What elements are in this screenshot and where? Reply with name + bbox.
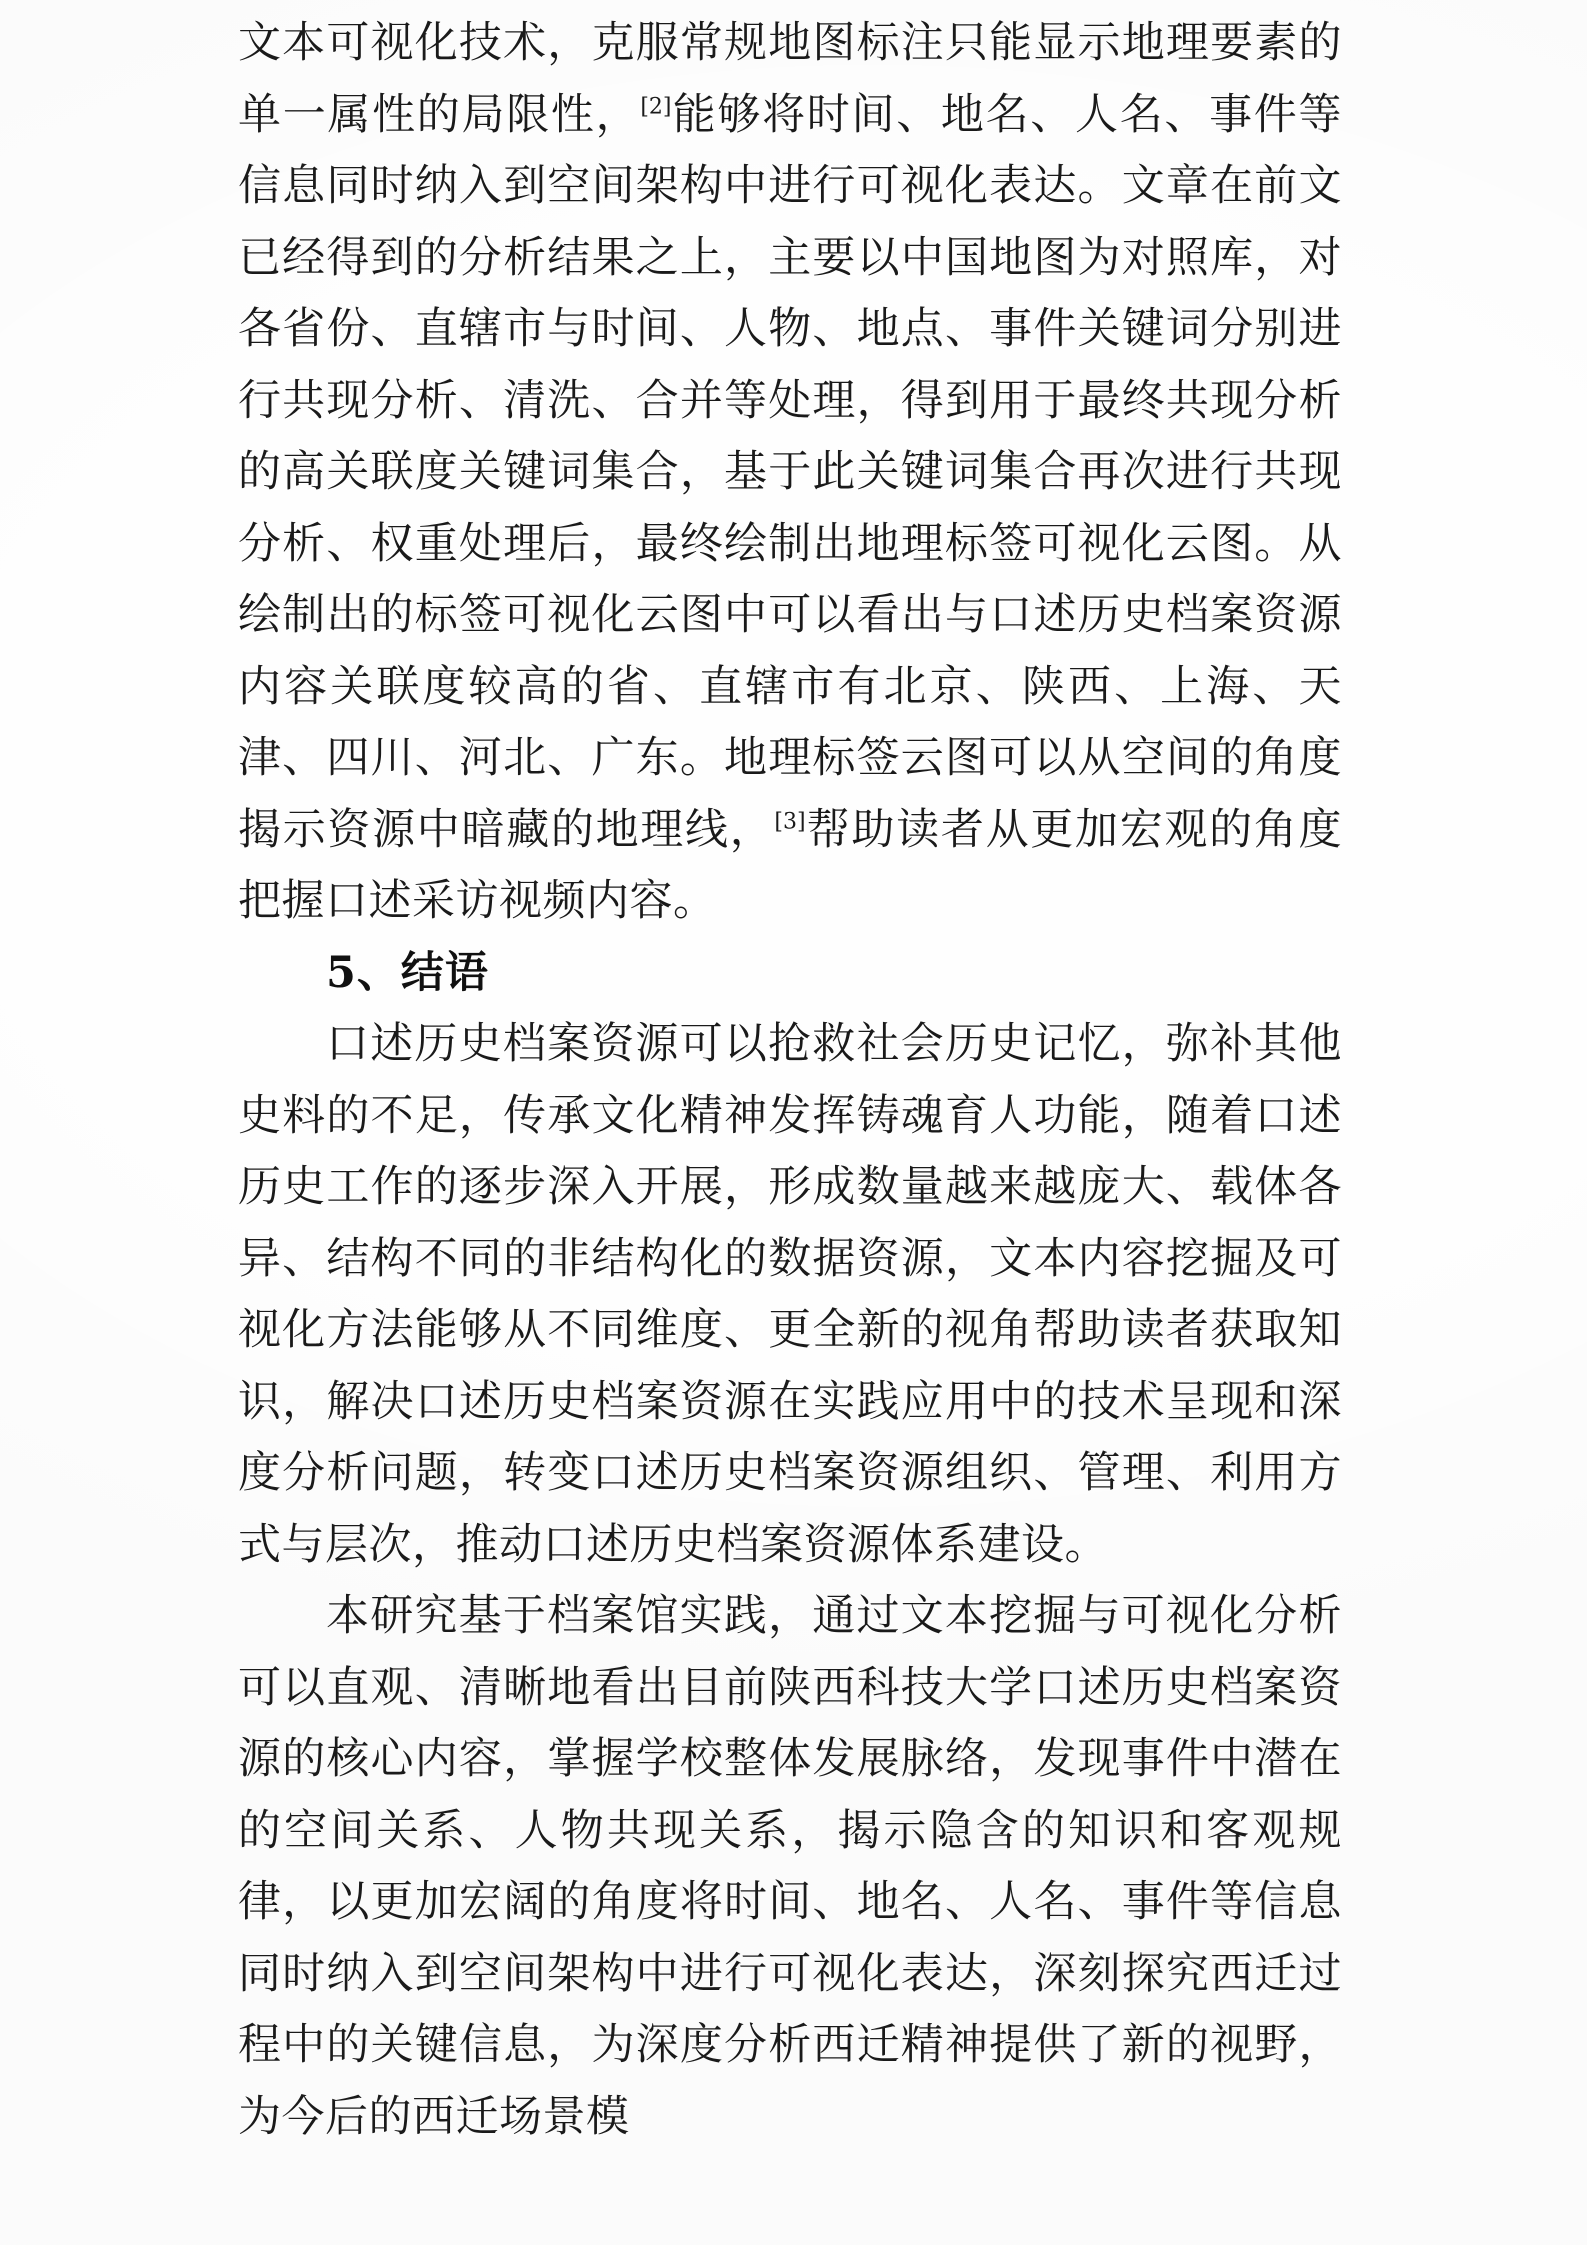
paragraph-conclusion-second: [238, 1581, 1342, 2153]
paragraph-text-visualization: [238, 8, 1342, 938]
paragraph-text-run: 口述历史档案资源可以抢救社会历史记忆，弥补其他史料的不足，传承文化精神发挥铸魂育人功能，随着口述历史工作的逐步深入开展，形成数量越来越庞大、载体各异、结构不同的非结构化的数据资源，文本内容挖掘及可视化方法能够从不同维度、更全新的视角帮助读者获取知识，解决口述历史档案资源在实践应用中的技术呈现和深度分析问题，转变口述历史档案资源组织、管理、利用方式与层次，推动口述历史档案资源体系建设。: [238, 1019, 1342, 1570]
text-column: [238, 8, 1342, 2153]
paragraph-text-run: 文本可视化技术，克服常规地图标注只能显示地理要素的单一属性的局限性，: [238, 18, 1342, 140]
citation-marker: [2]: [640, 94, 672, 120]
paragraph-text-run: 能够将时间、地名、人名、事件等信息同时纳入到空间架构中进行可视化表达。文章在前文已经得到的分析结果之上，主要以中国地图为对照库，对各省份、直辖市与时间、人物、地点、事件关键词分别进行共现分析、清洗、合并等处理，得到用于最终共现分析的高关联度关键词集合，基于此关键词集合再次进行共现分析、权重处理后，最终绘制出地理标签可视化云图。从绘制出的标签可视化云图中可以看出与口述历史档案资源内容关联度较高的省、直辖市有北京、陕西、上海、天津、四川、河北、广东。地理标签云图可以从空间的角度揭示资源中暗藏的地理线，: [238, 89, 1343, 855]
section-heading-conclusion: 5、结语: [326, 947, 489, 998]
paragraph-conclusion-first: [238, 1009, 1342, 1581]
citation-marker: [3]: [774, 809, 806, 835]
paragraph-text-run: 帮助读者从更加宏观的角度把握口述采访视频内容。: [238, 804, 1343, 926]
paragraph-text-run: 本研究基于档案馆实践，通过文本挖掘与可视化分析可以直观、清晰地看出目前陕西科技大学口述历史档案资源的核心内容，掌握学校整体发展脉络，发现事件中潜在的空间关系、人物共现关系，揭示隐含的知识和客观规律，以更加宏阔的角度将时间、地名、人名、事件等信息同时纳入到空间架构中进行可视化表达，深刻探究西迁过程中的关键信息，为深度分析西迁精神提供了新的视野，为今后的西迁场景模: [238, 1591, 1342, 2142]
